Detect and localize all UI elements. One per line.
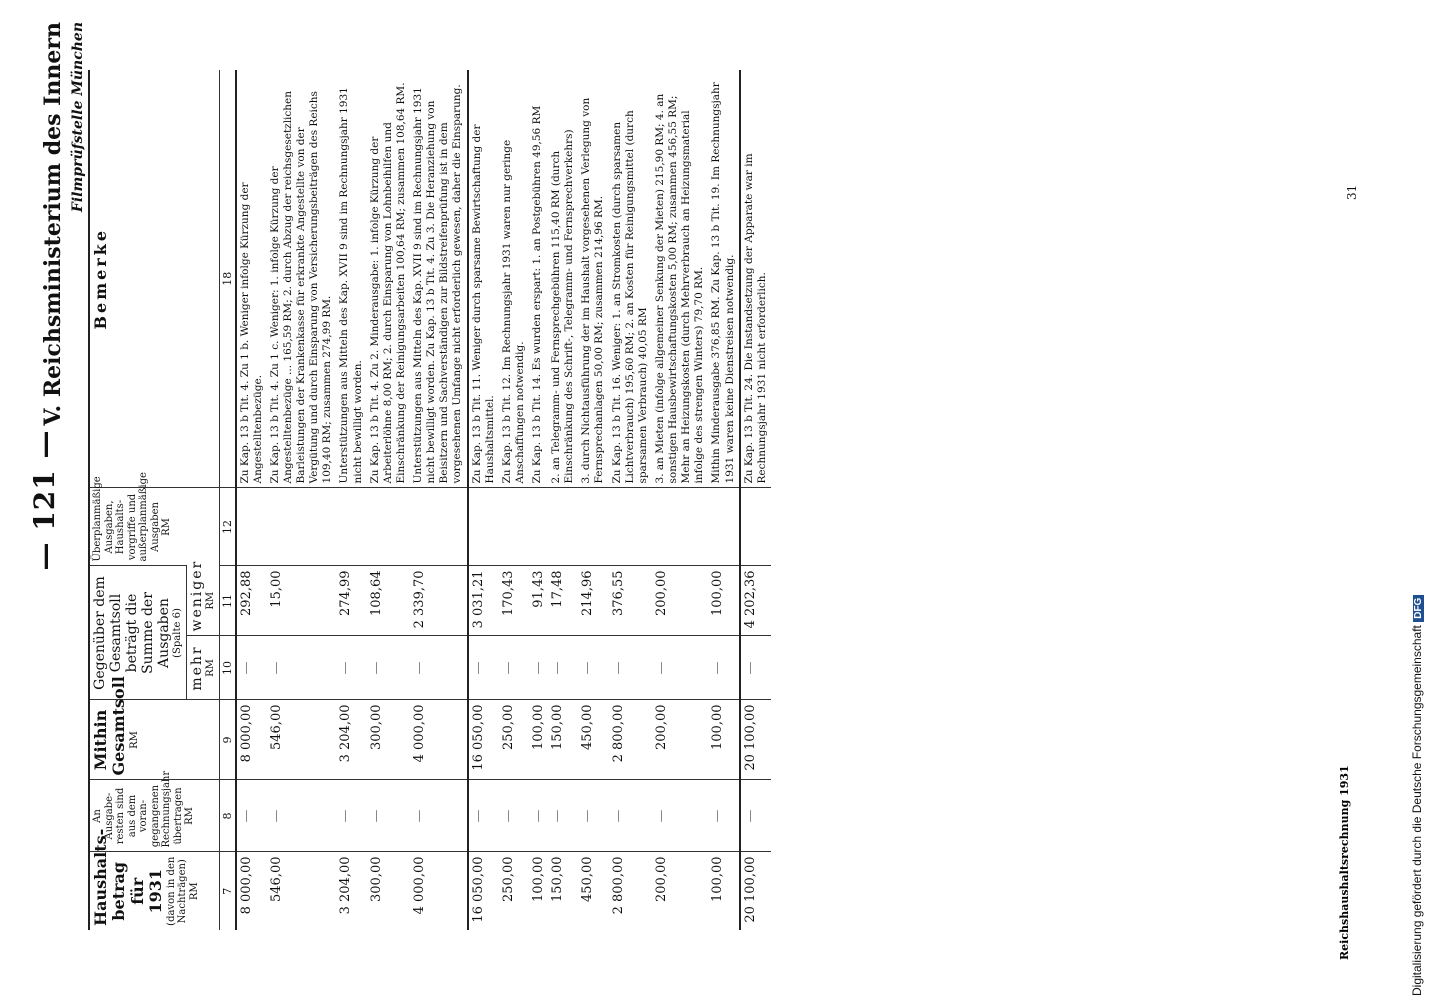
cell-c12 xyxy=(652,488,709,566)
cell-c7: 4 000,00 xyxy=(410,852,468,930)
cell-c8: — xyxy=(652,780,709,852)
table-row xyxy=(609,70,652,930)
colnum-9: 9 xyxy=(219,700,236,780)
cell-c9: 2 800,00 xyxy=(609,700,652,780)
table-row xyxy=(468,70,499,930)
cell-c7: 450,00 xyxy=(578,852,608,930)
cell-remark: Zu Kap. 13 b Tit. 4. Zu 1 b. Weniger infolge Kürzung der Angestelltenbezüge. xyxy=(238,182,264,484)
office-title: Filmprüfstelle München xyxy=(70,22,86,213)
cell-c10: — xyxy=(708,636,739,700)
cell-c10: — xyxy=(609,636,652,700)
cell-c8: — xyxy=(468,780,499,852)
cell-c11: 200,00 xyxy=(652,566,709,636)
table-row xyxy=(708,70,739,930)
cell-c10: — xyxy=(652,636,709,700)
table-row xyxy=(267,70,337,930)
cell-c9: 20 100,00 xyxy=(740,700,771,780)
cell-c8: — xyxy=(236,780,267,852)
cell-c12 xyxy=(529,488,548,566)
cell-c7: 150,00 xyxy=(548,852,578,930)
table-row xyxy=(336,70,366,930)
header-c11: weniger RM xyxy=(186,566,219,636)
cell-c8: — xyxy=(367,780,410,852)
cell-remark: Zu Kap. 13 b Tit. 24. Die Instandsetzung der Apparate war im Rechnungsjahr 1931 nicht erforderlich. xyxy=(740,70,771,488)
cell-remark: Zu Kap. 13 b Tit. 4. Zu 1 c. Weniger: 1. infolge Kürzung der Angestelltenbezüge ... 165,59 RM; 2. durch Abzug der reichsgesetzlichen Barleistungen der Krankenkasse für erkrankte Angestellte von der Vergütung und durch Einsparung von Versicherungsbeiträgen des Reichs 109,40 RM; zusammen 274,99 RM. xyxy=(268,90,334,484)
cell-c8: — xyxy=(499,780,529,852)
cell-remark: Zu Kap. 13 b Tit. 4. Zu 2. Minderausgabe: 1. infolge Kürzung der Arbeiterlöhne 8,00 RM; 2. durch Einsparung von Lohnbeihilfen und Einschränkung der Reinigungsarbeiten 100,64 RM; zusammen 108,64 RM. xyxy=(368,82,407,484)
cell-c9: 100,00 xyxy=(708,700,739,780)
cell-c11: 376,55 xyxy=(609,566,652,636)
cell-c7: 2 800,00 xyxy=(609,852,652,930)
cell-c8: — xyxy=(410,780,468,852)
cell-c10: — xyxy=(267,636,337,700)
cell-remark: 2. an Telegramm- und Fernsprechgebühren 115,40 RM (durch Einschränkung des Schrift-, Telegramm- und Fernsprechverkehrs) xyxy=(550,129,576,484)
table-row xyxy=(740,70,771,930)
cell-c9: 300,00 xyxy=(367,700,410,780)
cell-c10: — xyxy=(410,636,468,700)
cell-c12 xyxy=(499,488,529,566)
cell-c12 xyxy=(267,488,337,566)
cell-c8: — xyxy=(578,780,608,852)
table-row xyxy=(410,70,468,930)
cell-c12 xyxy=(548,488,578,566)
cell-c12 xyxy=(578,488,608,566)
header-c8: An Ausgabe-resten sind aus dem voran-gegangenen Rechnungsjahr übertragen RM xyxy=(89,780,219,852)
cell-c11: 292,88 xyxy=(236,566,267,636)
cell-c12 xyxy=(740,488,771,566)
cell-c10: — xyxy=(578,636,608,700)
colnum-18: 18 xyxy=(219,70,236,488)
cell-remark: 3. durch Nichtausführung der im Haushalt vorgesehenen Verlegung von Fernsprechanlagen 50,00 RM; zusammen 214,96 RM. xyxy=(580,97,606,484)
cell-c8: — xyxy=(267,780,337,852)
cell-c12 xyxy=(336,488,366,566)
cell-c7: 8 000,00 xyxy=(236,852,267,930)
header-c7: Haushalts-betrag für 1931 (davon in den Nachträgen) RM xyxy=(89,852,219,930)
chapter-title: V. Reichsministerium des Innern xyxy=(40,22,66,426)
cell-c11: 3 031,21 xyxy=(468,566,499,636)
cell-c12 xyxy=(410,488,468,566)
cell-remark: Zu Kap. 13 b Tit. 11. Weniger durch sparsame Bewirtschaftung der Haushaltsmittel. xyxy=(468,70,499,488)
cell-c7: 300,00 xyxy=(367,852,410,930)
cell-c8: — xyxy=(529,780,548,852)
colnum-12: 12 xyxy=(219,488,236,566)
table-row xyxy=(529,70,548,930)
cell-c9: 100,00 xyxy=(529,700,548,780)
cell-c10: — xyxy=(740,636,771,700)
table-row xyxy=(652,70,709,930)
cell-c8: — xyxy=(336,780,366,852)
dfg-text: Digitalisierung gefördert durch die Deutsche Forschungsgemeinschaft xyxy=(1410,625,1424,996)
cell-c9: 250,00 xyxy=(499,700,529,780)
cell-c10: — xyxy=(529,636,548,700)
cell-c11: 108,64 xyxy=(367,566,410,636)
cell-c10: — xyxy=(367,636,410,700)
cell-c9: 200,00 xyxy=(652,700,709,780)
cell-c11: 15,00 xyxy=(267,566,337,636)
dfg-logo: DFG xyxy=(1413,595,1424,622)
cell-c7: 100,00 xyxy=(529,852,548,930)
dfg-credit xyxy=(1410,4,1424,996)
footer-left-label: Reichshaushaltsrechnung 1931 xyxy=(1338,765,1351,960)
cell-c7: 20 100,00 xyxy=(740,852,771,930)
cell-c7: 200,00 xyxy=(652,852,709,930)
ledger-table xyxy=(88,70,771,930)
cell-c11: 100,00 xyxy=(708,566,739,636)
cell-c9: 546,00 xyxy=(267,700,337,780)
cell-c7: 546,00 xyxy=(267,852,337,930)
cell-c7: 3 204,00 xyxy=(336,852,366,930)
table-row xyxy=(236,70,267,930)
cell-remark: Zu Kap. 13 b Tit. 16. Weniger: 1. an Stromkosten (durch sparsamen Lichtverbrauch) 195,60 RM; 2. an Kosten für Reinigungsmittel (durch sparsamen Verbrauch) 40,05 RM xyxy=(610,110,649,484)
cell-c7: 100,00 xyxy=(708,852,739,930)
colnum-11: 11 xyxy=(219,566,236,636)
cell-c8: — xyxy=(708,780,739,852)
table-row xyxy=(499,70,529,930)
cell-c9: 150,00 xyxy=(548,700,578,780)
sheet-number: 31 xyxy=(1345,184,1359,200)
cell-remark: Unterstützungen aus Mitteln des Kap. XVII 9 sind im Rechnungsjahr 1931 nicht bewilligt worden. xyxy=(338,87,364,484)
colnum-10: 10 xyxy=(219,636,236,700)
cell-c12 xyxy=(708,488,739,566)
header-c12: Überplanmäßige Ausgaben, Haushalts-vorgriffe und außerplanmäßige Ausgaben RM xyxy=(89,488,219,566)
cell-c10: — xyxy=(468,636,499,700)
page-number: — 121 — xyxy=(28,429,61,571)
header-c9: Mithin Gesamtsoll RM xyxy=(89,700,219,780)
colnum-7: 7 xyxy=(219,852,236,930)
cell-c10: — xyxy=(548,636,578,700)
cell-c11: 274,99 xyxy=(336,566,366,636)
cell-c9: 450,00 xyxy=(578,700,608,780)
cell-remark: Zu Kap. 13 b Tit. 12. Im Rechnungsjahr 1931 waren nur geringe Anschaffungen notwendig. xyxy=(500,139,526,484)
cell-c11: 17,48 xyxy=(548,566,578,636)
cell-c12 xyxy=(236,488,267,566)
cell-c10: — xyxy=(236,636,267,700)
cell-remark: Unterstützungen aus Mitteln des Kap. XVII 9 sind im Rechnungsjahr 1931 nicht bewilligt worden. Zu Kap. 13 b Tit. 4. Zu 3. Die Heranziehung von Beisitzern und Sachverständigen zur Bildstreifenprüfung ist in dem vorgesehenen Umfange nicht erforderlich gewesen, daher die Einsparung. xyxy=(412,84,464,484)
header-c10: mehr RM xyxy=(186,636,219,700)
cell-c10: — xyxy=(499,636,529,700)
cell-c9: 8 000,00 xyxy=(236,700,267,780)
colnum-8: 8 xyxy=(219,780,236,852)
table-row xyxy=(367,70,410,930)
header-c18: Bemerke xyxy=(89,70,219,488)
table-row xyxy=(578,70,608,930)
table-row xyxy=(548,70,578,930)
cell-c11: 91,43 xyxy=(529,566,548,636)
header-group: Gegenüber dem Gesamtsoll beträgt die Summe der Ausgaben (Spalte 6) xyxy=(89,566,186,700)
cell-c12 xyxy=(609,488,652,566)
cell-c9: 16 050,00 xyxy=(468,700,499,780)
cell-c7: 16 050,00 xyxy=(468,852,499,930)
cell-c8: — xyxy=(609,780,652,852)
cell-remark: Zu Kap. 13 b Tit. 14. Es wurden erspart: 1. an Postgebühren 49,56 RM xyxy=(531,105,544,484)
cell-c11: 214,96 xyxy=(578,566,608,636)
cell-c9: 4 000,00 xyxy=(410,700,468,780)
cell-c7: 250,00 xyxy=(499,852,529,930)
cell-c8: — xyxy=(548,780,578,852)
cell-remark: 3. an Mieten (infolge allgemeiner Senkung der Mieten) 215,90 RM; 4. an sonstigen Hausbewirtschaftungskosten 5,00 RM; zusammen 456,55 RM; Mehr an Heizungskosten (durch Mehrverbrauch an Heizungsmaterial infolge des strengen Winters) 79,70 RM. xyxy=(653,93,706,484)
cell-c12 xyxy=(367,488,410,566)
ledger-body xyxy=(236,70,771,930)
cell-c11: 4 202,36 xyxy=(740,566,771,636)
cell-remark: Mithin Minderausgabe 376,85 RM. Zu Kap. 13 b Tit. 19. Im Rechnungsjahr 1931 waren keine Dienstreisen notwendig. xyxy=(710,82,736,484)
cell-c9: 3 204,00 xyxy=(336,700,366,780)
cell-c12 xyxy=(468,488,499,566)
cell-c11: 2 339,70 xyxy=(410,566,468,636)
cell-c11: 170,43 xyxy=(499,566,529,636)
cell-c10: — xyxy=(336,636,366,700)
cell-c8: — xyxy=(740,780,771,852)
